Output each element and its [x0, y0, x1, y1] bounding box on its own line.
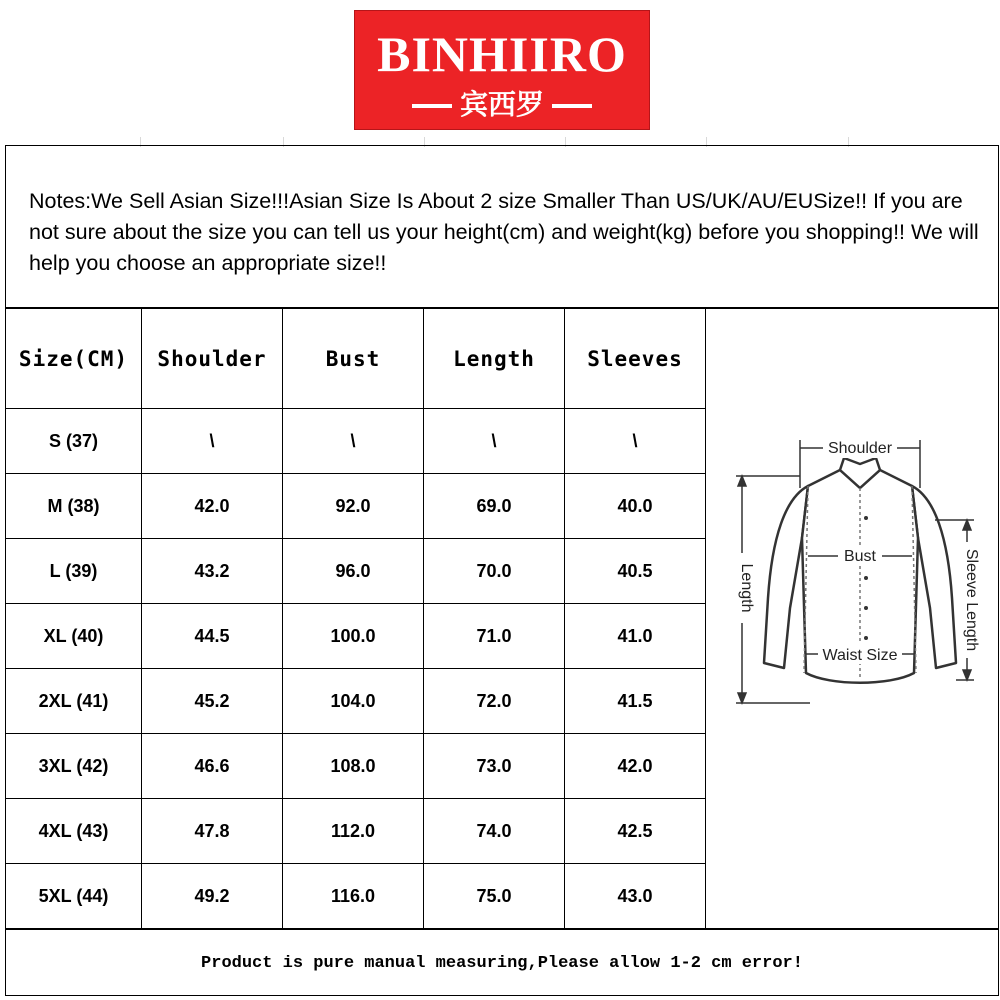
shoulder-cell: 49.2: [142, 864, 283, 929]
shirt-right-sleeve: [912, 486, 956, 668]
brand-name-cn-row: [355, 88, 649, 121]
size-notes-text: Notes:We Sell Asian Size!!!Asian Size Is About 2 size Smaller Than US/UK/AU/EUSize!! If you are not sure about the size you can tell us your height(cm) and weight(kg) before you shopping!! We will help you choose an appropriate size!!: [29, 189, 979, 275]
bust-cell: 96.0: [283, 539, 424, 604]
shoulder-label: Shoulder: [827, 440, 893, 457]
table-row: [6, 409, 706, 474]
table-row: [6, 669, 706, 734]
sleeves-cell: 40.0: [565, 474, 706, 539]
sleeves-cell: 43.0: [565, 864, 706, 929]
header-length: Length: [424, 309, 565, 409]
length-cell: 75.0: [424, 864, 565, 929]
logo-dash-right: [552, 104, 592, 108]
header-bust: Bust: [283, 309, 424, 409]
sleeves-cell: 40.5: [565, 539, 706, 604]
length-label: Length: [738, 563, 755, 613]
size-cell: M (38): [6, 474, 142, 539]
sleeves-cell: 42.5: [565, 799, 706, 864]
size-cell: S (37): [6, 409, 142, 474]
size-cell: 3XL (42): [6, 734, 142, 799]
length-cell: 70.0: [424, 539, 565, 604]
length-cell: 73.0: [424, 734, 565, 799]
table-row: [6, 604, 706, 669]
brand-name-cn: 宾西罗: [459, 88, 544, 121]
waist-label: Waist Size: [822, 647, 898, 664]
shoulder-cell: 46.6: [142, 734, 283, 799]
length-cell: 69.0: [424, 474, 565, 539]
size-cell: 5XL (44): [6, 864, 142, 929]
shoulder-cell: \: [142, 409, 283, 474]
size-cell: L (39): [6, 539, 142, 604]
shirt-measurement-diagram: [730, 428, 990, 718]
logo-dash-left: [412, 104, 452, 108]
footer-note-text: Product is pure manual measuring,Please allow 1-2 cm error!: [201, 954, 803, 973]
shoulder-cell: 45.2: [142, 669, 283, 734]
brand-name-en: BINHIIRO: [377, 26, 627, 82]
bust-cell: \: [283, 409, 424, 474]
table-row: [6, 734, 706, 799]
size-table: [5, 308, 706, 929]
header-size: Size(CM): [6, 309, 142, 409]
size-table-header-row: [6, 309, 706, 409]
bust-cell: 100.0: [283, 604, 424, 669]
table-row: [6, 474, 706, 539]
table-row: [6, 864, 706, 929]
size-notes-box: [5, 145, 999, 308]
brand-logo: [354, 10, 650, 130]
shoulder-cell: 44.5: [142, 604, 283, 669]
size-cell: XL (40): [6, 604, 142, 669]
length-cell: 72.0: [424, 669, 565, 734]
table-row: [6, 539, 706, 604]
shoulder-cell: 43.2: [142, 539, 283, 604]
header-shoulder: Shoulder: [142, 309, 283, 409]
bust-cell: 92.0: [283, 474, 424, 539]
bust-cell: 116.0: [283, 864, 424, 929]
length-cell: 71.0: [424, 604, 565, 669]
bust-cell: 112.0: [283, 799, 424, 864]
size-cell: 4XL (43): [6, 799, 142, 864]
table-row: [6, 799, 706, 864]
bust-label: Bust: [843, 548, 877, 565]
sleeves-cell: 41.5: [565, 669, 706, 734]
shirt-left-sleeve: [764, 486, 808, 668]
shoulder-cell: 47.8: [142, 799, 283, 864]
size-cell: 2XL (41): [6, 669, 142, 734]
length-cell: \: [424, 409, 565, 474]
shoulder-cell: 42.0: [142, 474, 283, 539]
sleeves-cell: 41.0: [565, 604, 706, 669]
sleeve-length-label: Sleeve Length: [963, 548, 980, 652]
sleeves-cell: \: [565, 409, 706, 474]
header-sleeves: Sleeves: [565, 309, 706, 409]
length-cell: 74.0: [424, 799, 565, 864]
footer-note-box: [5, 929, 999, 996]
bust-cell: 104.0: [283, 669, 424, 734]
bust-cell: 108.0: [283, 734, 424, 799]
sleeves-cell: 42.0: [565, 734, 706, 799]
